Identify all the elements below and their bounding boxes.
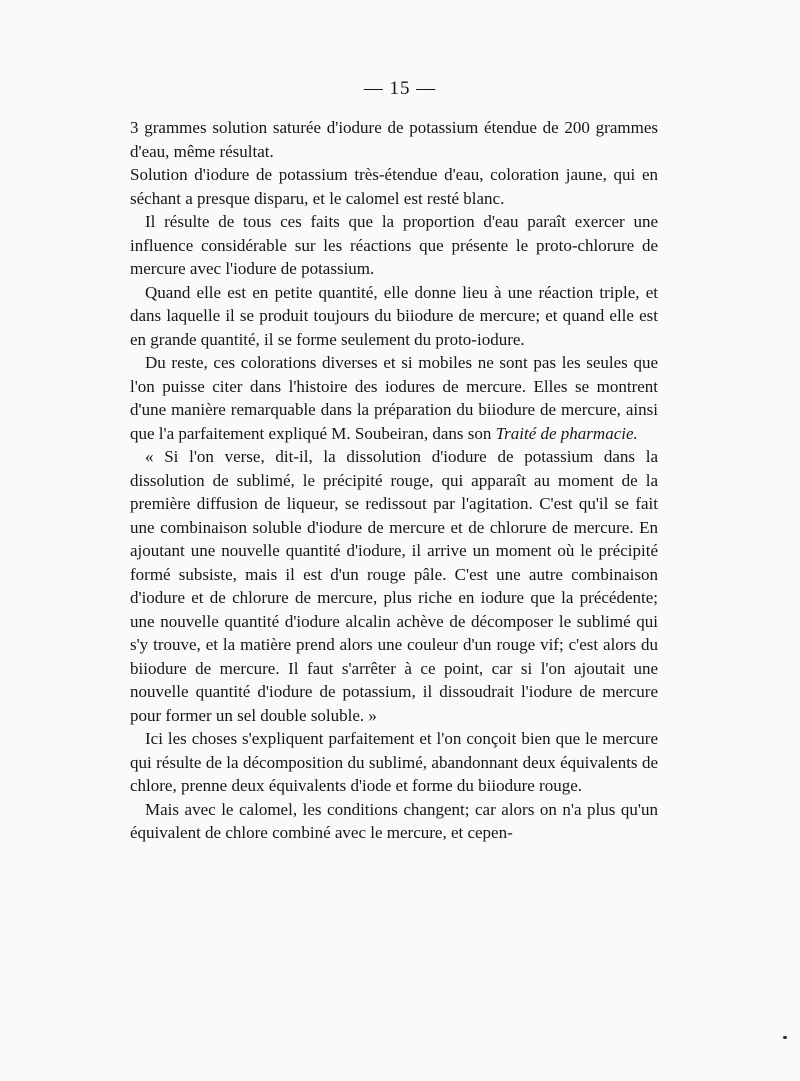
paragraph-3: Il résulte de tous ces faits que la proportion d'eau paraît exercer une influence considérable sur les réactions que présente le proto-chlorure de mercure avec l'iodure de potassium. bbox=[130, 212, 658, 278]
body-text bbox=[130, 116, 658, 845]
ink-speck bbox=[783, 1036, 787, 1039]
book-title: Traité de pharmacie. bbox=[495, 423, 638, 443]
page-number: — 15 — bbox=[363, 78, 437, 99]
paragraph-7: Ici les choses s'expliquent parfaitement et l'on conçoit bien que le mercure qui résulte de la décomposition du sublimé, abandonnant deux équivalents de chlore, prenne deux équivalents d'iode et forme du biiodure rouge. bbox=[130, 729, 658, 795]
paragraph-5-text: Du reste, ces colorations diverses et si mobiles ne sont pas les seules que l'on puisse citer dans l'histoire des iodures de mercure. Elles se montrent d'une manière remarquable dans la préparation du biiodure de mercure, ainsi que l'a parfaitement expliqué M. Soubeiran, dans son bbox=[130, 353, 658, 443]
paragraph-8: Mais avec le calomel, les conditions changent; car alors on n'a plus qu'un équivalent de chlore combiné avec le mercure, et cepen- bbox=[130, 799, 658, 842]
paragraph-1: 3 grammes solution saturée d'iodure de potassium étendue de 200 grammes d'eau, même résultat. bbox=[130, 118, 658, 161]
paragraph-5 bbox=[130, 351, 658, 445]
paragraph-2: Solution d'iodure de potassium très-étendue d'eau, coloration jaune, qui en séchant a presque disparu, et le calomel est resté blanc. bbox=[130, 165, 658, 208]
paragraph-4: Quand elle est en petite quantité, elle donne lieu à une réaction triple, et dans laquelle il se produit toujours du biiodure de mercure; et quand elle est en grande quantité, il se forme seulement du proto-iodure. bbox=[130, 282, 658, 349]
quotation-paragraph: « Si l'on verse, dit-il, la dissolution d'iodure de potassium dans la dissolution de sublimé, le précipité rouge, qui apparaît au moment de la première diffusion de liqueur, se redissout par l'agitation. C'est qu'il se fait une combinaison soluble d'iodure de mercure et de chlorure de mercure. En ajoutant une nouvelle quantité d'iodure, il arrive un moment où le précipité formé subsiste, mais il est d'un rouge pâle. C'est une autre combinaison d'iodure et de chlorure de mercure, plus riche en iodure que la précédente; une nouvelle quantité d'iodure alcalin achève de décomposer le sublimé qui s'y trouve, et la matière prend alors une couleur d'un rouge vif; c'est alors du biiodure de mercure. Il faut s'arrêter à ce point, car si l'on ajoutait une nouvelle quantité d'iodure de potassium, il dissoudrait l'iodure de mercure pour former un sel double soluble. » bbox=[130, 447, 658, 725]
